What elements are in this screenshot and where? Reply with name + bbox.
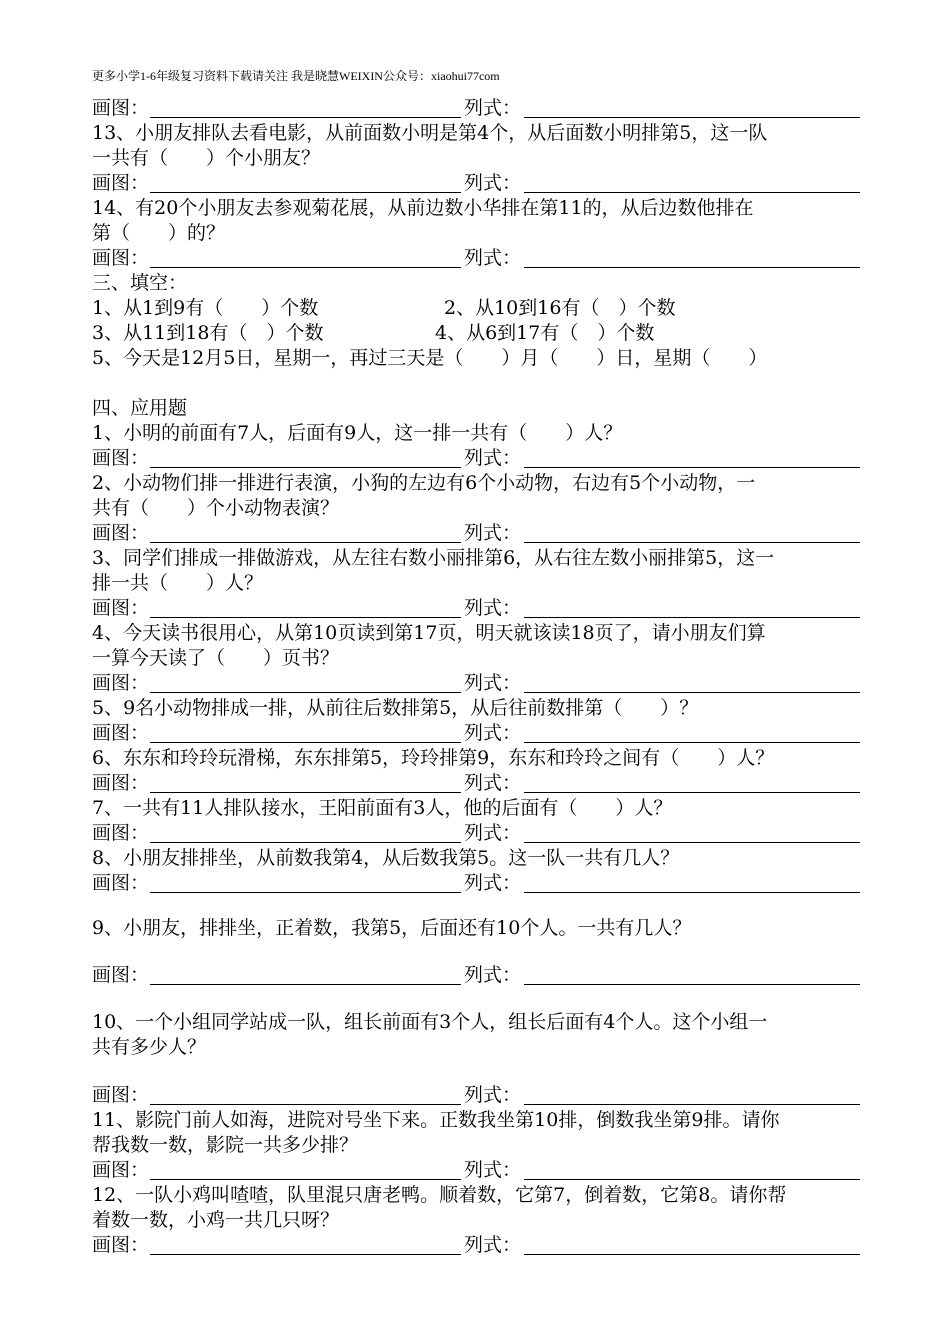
draw-label: 画图：	[92, 1159, 150, 1181]
answer-row	[92, 96, 862, 121]
formula-label: 列式：	[464, 822, 522, 844]
app-question-4-line2: 一算今天读了（ ）页书？	[92, 647, 340, 669]
page-header: 更多小学1-6年级复习资料下载请关注 我是晓慧WEIXIN公众号：xiaohui77com	[92, 69, 500, 83]
answer-row	[92, 521, 862, 546]
draw-line	[150, 692, 461, 693]
draw-line	[150, 1104, 461, 1105]
formula-line	[524, 842, 860, 843]
formula-label: 列式：	[464, 1234, 522, 1256]
draw-label: 画图：	[92, 522, 150, 544]
draw-line	[150, 267, 461, 268]
formula-line	[524, 117, 860, 118]
answer-row	[92, 771, 862, 796]
draw-label: 画图：	[92, 822, 150, 844]
formula-line	[524, 1254, 860, 1255]
app-question-2-line1: 2、小动物们排一排进行表演，小狗的左边有6个小动物，右边有5个小动物，一	[92, 472, 756, 494]
answer-row	[92, 446, 862, 471]
app-question-11-line2: 帮我数一数，影院一共多少排？	[92, 1134, 359, 1156]
draw-label: 画图：	[92, 97, 150, 119]
formula-line	[524, 617, 860, 618]
app-question-8: 8、小朋友排排坐，从前数我第4，从后数我第5。这一队一共有几人？	[92, 847, 680, 869]
formula-line	[524, 542, 860, 543]
draw-line	[150, 1179, 461, 1180]
formula-label: 列式：	[464, 672, 522, 694]
fill-row-1	[92, 296, 862, 321]
formula-label: 列式：	[464, 964, 522, 986]
app-question-10-line2: 共有多少人？	[92, 1036, 207, 1058]
answer-row	[92, 1083, 862, 1108]
draw-line	[150, 892, 461, 893]
formula-line	[524, 192, 860, 193]
formula-line	[524, 892, 860, 893]
app-question-12-line1: 12、一队小鸡叫喳喳，队里混只唐老鸭。顺着数，它第7，倒着数，它第8。请你帮	[92, 1184, 787, 1206]
draw-line	[150, 842, 461, 843]
app-question-5: 5、9名小动物排成一排，从前往后数排第5，从后往前数排第（ ）？	[92, 697, 699, 719]
draw-label: 画图：	[92, 597, 150, 619]
fill-item-1: 1、从1到9有（ ）个数	[92, 297, 319, 319]
answer-row	[92, 171, 862, 196]
draw-line	[150, 792, 461, 793]
draw-label: 画图：	[92, 672, 150, 694]
draw-label: 画图：	[92, 772, 150, 794]
draw-label: 画图：	[92, 872, 150, 894]
formula-label: 列式：	[464, 872, 522, 894]
section-4-title: 四、应用题	[92, 397, 188, 419]
draw-line	[150, 1254, 461, 1255]
question-14-line2: 第（ ）的？	[92, 222, 226, 244]
answer-row	[92, 721, 862, 746]
app-question-11-line1: 11、影院门前人如海，进院对号坐下来。正数我坐第10排，倒数我坐第9排。请你	[92, 1109, 780, 1131]
fill-row-2	[92, 321, 862, 346]
formula-line	[524, 692, 860, 693]
fill-item-2: 2、从10到16有（ ）个数	[444, 297, 676, 319]
formula-line	[524, 267, 860, 268]
formula-label: 列式：	[464, 97, 522, 119]
draw-label: 画图：	[92, 172, 150, 194]
draw-label: 画图：	[92, 1234, 150, 1256]
draw-label: 画图：	[92, 964, 150, 986]
formula-line	[524, 984, 860, 985]
app-question-1: 1、小明的前面有7人，后面有9人，这一排一共有（ ）人？	[92, 422, 623, 444]
formula-line	[524, 467, 860, 468]
answer-row	[92, 246, 862, 271]
answer-row	[92, 671, 862, 696]
draw-label: 画图：	[92, 722, 150, 744]
answer-row	[92, 1233, 862, 1258]
app-question-2-line2: 共有（ ）个小动物表演？	[92, 497, 340, 519]
draw-label: 画图：	[92, 447, 150, 469]
fill-item-3: 3、从11到18有（ ）个数	[92, 322, 324, 344]
answer-row	[92, 596, 862, 621]
fill-item-4: 4、从6到17有（ ）个数	[435, 322, 655, 344]
draw-line	[150, 984, 461, 985]
answer-row	[92, 963, 862, 988]
app-question-4-line1: 4、今天读书很用心，从第10页读到第17页，明天就该读18页了，请小朋友们算	[92, 622, 766, 644]
app-question-3-line1: 3、同学们排成一排做游戏，从左往右数小丽排第6，从右往左数小丽排第5，这一	[92, 547, 775, 569]
formula-label: 列式：	[464, 1084, 522, 1106]
fill-item-5: 5、今天是12月5日，星期一，再过三天是（ ）月（ ）日，星期（ ）	[92, 347, 768, 369]
app-question-9: 9、小朋友，排排坐，正着数，我第5，后面还有10个人。一共有几人？	[92, 917, 692, 939]
formula-label: 列式：	[464, 597, 522, 619]
formula-line	[524, 742, 860, 743]
question-14-line1: 14、有20个小朋友去参观菊花展，从前边数小华排在第11的，从后边数他排在	[92, 197, 754, 219]
answer-row	[92, 821, 862, 846]
formula-label: 列式：	[464, 722, 522, 744]
formula-label: 列式：	[464, 247, 522, 269]
app-question-7: 7、一共有11人排队接水，王阳前面有3人，他的后面有（ ）人？	[92, 797, 673, 819]
app-question-12-line2: 着数一数，小鸡一共几只呀？	[92, 1209, 340, 1231]
formula-label: 列式：	[464, 172, 522, 194]
draw-line	[150, 467, 461, 468]
draw-line	[150, 117, 461, 118]
app-question-3-line2: 排一共（ ）人？	[92, 572, 264, 594]
formula-label: 列式：	[464, 447, 522, 469]
draw-line	[150, 617, 461, 618]
formula-label: 列式：	[464, 772, 522, 794]
answer-row	[92, 871, 862, 896]
question-13-line2: 一共有（ ）个小朋友？	[92, 147, 321, 169]
draw-line	[150, 742, 461, 743]
draw-line	[150, 542, 461, 543]
section-3-title: 三、填空：	[92, 272, 188, 294]
answer-row	[92, 1158, 862, 1183]
formula-line	[524, 1179, 860, 1180]
draw-label: 画图：	[92, 247, 150, 269]
draw-line	[150, 192, 461, 193]
formula-line	[524, 792, 860, 793]
formula-label: 列式：	[464, 522, 522, 544]
formula-line	[524, 1104, 860, 1105]
formula-label: 列式：	[464, 1159, 522, 1181]
draw-label: 画图：	[92, 1084, 150, 1106]
app-question-6: 6、东东和玲玲玩滑梯，东东排第5，玲玲排第9，东东和玲玲之间有（ ）人？	[92, 747, 775, 769]
question-13-line1: 13、小朋友排队去看电影，从前面数小明是第4个，从后面数小明排第5，这一队	[92, 122, 768, 144]
app-question-10-line1: 10、一个小组同学站成一队，组长前面有3个人，组长后面有4个人。这个小组一	[92, 1011, 768, 1033]
